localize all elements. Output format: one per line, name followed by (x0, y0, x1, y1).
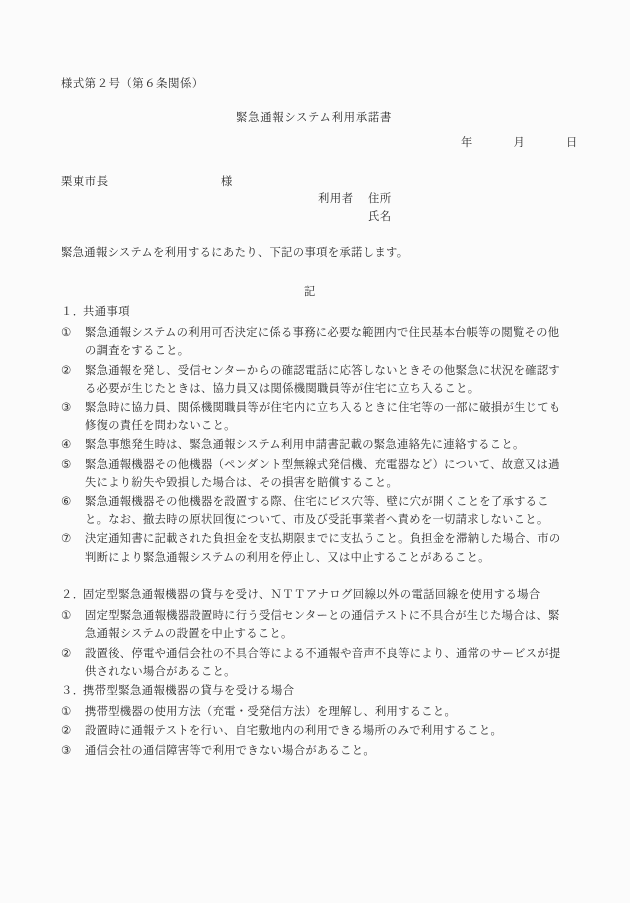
date-year-label: 年 (461, 137, 473, 149)
item-marker: ② (61, 647, 72, 660)
section-common-matters (61, 303, 573, 568)
item-line: 通信会社の通信障害等で利用できない場合があること。 (85, 744, 375, 757)
item-marker: ① (61, 610, 72, 623)
item-line: 緊急事態発生時は、緊急通報システム利用申請書記載の緊急連絡先に連絡すること。 (85, 439, 525, 452)
preamble-text: 緊急通報システムを利用するにあたり、下記の事項を承諾します。 (61, 247, 409, 259)
list-item (61, 493, 573, 529)
list-item (61, 530, 573, 566)
item-body (85, 399, 573, 435)
item-line: 固定型緊急通報機器設置時に行う受信センターとの通信テストに不具合が生じた場合は、緊 (85, 610, 560, 623)
item-line: 携帯型機器の使用方法（充電・受発信方法）を理解し、利用すること。 (85, 706, 457, 719)
list-item (61, 362, 573, 398)
item-line: 急通報システムの設置を中止すること。 (85, 628, 293, 641)
item-line: 決定通知書に記載された負担金を支払期限までに支払うこと。負担金を滞納した場合、市の (85, 533, 561, 546)
list-item (61, 436, 573, 454)
item-marker: ⑤ (61, 458, 72, 471)
item-line: 緊急通報機器その他機器を設置する際、住宅にビス穴等、壁に穴が開くことを了承するこ (85, 496, 549, 509)
item-marker: ① (61, 706, 72, 719)
item-marker: ③ (61, 744, 72, 757)
item-line: る必要が生じたときは、協力員又は関係機関職員等が住宅に立ち入ること。 (85, 382, 480, 395)
item-body (85, 362, 573, 398)
form-number: 様式第２号（第６条関係） (61, 78, 204, 90)
section-fixed-device (61, 586, 573, 682)
section-number: １． (61, 306, 85, 318)
ki-marker: 記 (304, 286, 316, 298)
item-body (85, 436, 573, 454)
item-line: と。なお、撤去時の原状回復について、市及び受託事業者へ責めを一切請求しないこと。 (85, 514, 549, 527)
item-body (85, 607, 573, 643)
item-line: 緊急時に協力員、関係機関職員等が住宅内に立ち入るときに住宅等の一部に破損が生じても (85, 402, 561, 415)
list-item (61, 399, 573, 435)
date-month-label: 月 (513, 137, 526, 149)
section-heading (61, 682, 573, 700)
item-line: 緊急通報機器その他機器（ペンダント型無線式発信機、充電器など）について、故意又は過 (85, 458, 560, 471)
applicant-label: 利用者 (318, 193, 354, 205)
list-item (61, 645, 573, 681)
item-marker: ② (61, 725, 72, 738)
item-body (85, 493, 573, 529)
document-title: 緊急通報システム利用承諾書 (236, 112, 393, 124)
applicant-name-label: 氏名 (368, 211, 392, 223)
item-body (85, 645, 573, 681)
addressee-line (61, 177, 233, 188)
item-marker: ⑥ (61, 496, 72, 509)
applicant-address-line (318, 194, 392, 205)
item-body (85, 530, 573, 566)
item-line: 設置時に通報テストを行い、自宅敷地内の利用できる場所のみで利用すること。 (85, 725, 503, 738)
addressee-honorific: 様 (221, 176, 233, 188)
item-line: 緊急通報を発し、受信センターからの確認電話に応答しないときその他緊急に状況を確認す (85, 364, 561, 377)
item-marker: ② (61, 364, 72, 377)
list-item (61, 456, 573, 492)
item-body (85, 456, 573, 492)
section-title: 携帯型緊急通報機器の貸与を受ける場合 (83, 685, 295, 697)
list-item (61, 742, 573, 760)
section-number: ３． (61, 685, 85, 697)
item-marker: ⑦ (61, 533, 72, 546)
item-body (85, 742, 573, 760)
item-line: 緊急通報システムの利用可否決定に係る事務に必要な範囲内で住民基本台帳等の閲覧その他 (85, 327, 560, 340)
item-body (85, 722, 573, 740)
list-item (61, 324, 573, 360)
item-line: の調査をすること。 (85, 345, 190, 358)
item-line: 設置後、停電や通信会社の不具合等による不通報や音声不良等により、通常のサービスが提 (85, 647, 561, 660)
section-title: 共通事項 (83, 306, 130, 318)
list-item (61, 703, 573, 721)
date-line (461, 138, 578, 149)
section-portable-device (61, 682, 573, 761)
section-heading (61, 303, 573, 321)
item-marker: ④ (61, 439, 72, 452)
section-number: ２． (61, 589, 85, 601)
list-item (61, 607, 573, 643)
item-marker: ③ (61, 402, 72, 415)
applicant-address-label: 住所 (368, 193, 392, 205)
item-line: 修復の責任を問わないこと。 (85, 420, 236, 433)
item-marker: ① (61, 327, 72, 340)
date-day-label: 日 (565, 137, 578, 149)
section-title: 固定型緊急通報機器の貸与を受け、ＮＴＴアナログ回線以外の電話回線を使用する場合 (83, 589, 541, 601)
item-body (85, 324, 573, 360)
item-line: 失により紛失や毀損した場合は、その損害を賠償すること。 (85, 476, 399, 489)
item-line: 判断により緊急通報システムの利用を停止し、又は中止することがあること。 (85, 551, 490, 564)
section-heading (61, 586, 573, 604)
item-line: 供されない場合があること。 (85, 665, 236, 678)
list-item (61, 722, 573, 740)
addressee-name: 栗東市長 (61, 176, 109, 188)
item-body (85, 703, 573, 721)
